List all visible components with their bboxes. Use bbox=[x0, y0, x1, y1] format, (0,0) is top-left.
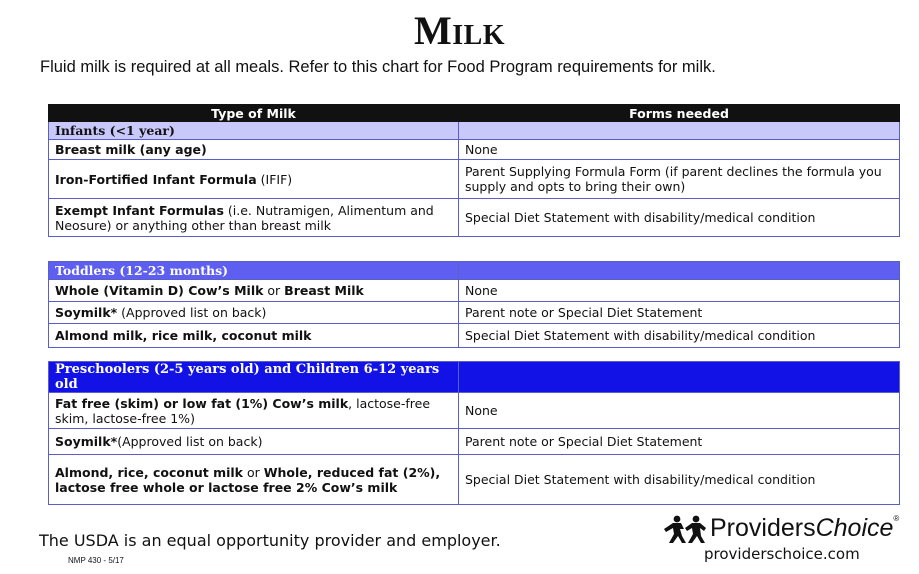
toddlers-table bbox=[48, 261, 900, 348]
milk-type-cell: Whole (Vitamin D) Cow’s Milk or Breast Milk bbox=[49, 280, 459, 302]
section-title: Preschoolers (2-5 years old) and Children 6-12 years old bbox=[49, 362, 459, 393]
milk-type-cell: Soymilk*(Approved list on back) bbox=[49, 429, 459, 455]
form-cell: Parent Supplying Formula Form (if parent declines the formula you supply and opts to bring their own) bbox=[459, 160, 900, 199]
section-toddlers bbox=[49, 262, 900, 280]
table-header-row bbox=[49, 105, 900, 122]
table-row bbox=[49, 455, 900, 505]
table-row bbox=[49, 324, 900, 348]
logo-wordmark: ProvidersChoice® bbox=[710, 514, 900, 542]
section-title: Toddlers (12-23 months) bbox=[49, 262, 459, 280]
form-cell: Special Diet Statement with disability/medical condition bbox=[459, 324, 900, 348]
section-title: Infants (<1 year) bbox=[49, 122, 459, 140]
form-cell: None bbox=[459, 393, 900, 429]
table-row bbox=[49, 280, 900, 302]
section-infants bbox=[49, 122, 900, 140]
form-cell: Parent note or Special Diet Statement bbox=[459, 429, 900, 455]
milk-type-cell: Almond milk, rice milk, coconut milk bbox=[49, 324, 459, 348]
milk-type-cell: Almond, rice, coconut milk or Whole, reduced fat (2%), lactose free whole or lactose free 2% Cow’s milk bbox=[49, 455, 459, 505]
form-cell: Parent note or Special Diet Statement bbox=[459, 302, 900, 324]
table-row bbox=[49, 160, 900, 199]
form-cell: None bbox=[459, 280, 900, 302]
header-type-of-milk: Type of Milk bbox=[49, 105, 459, 122]
table-row bbox=[49, 199, 900, 237]
table-row bbox=[49, 429, 900, 455]
milk-type-cell: Soymilk* (Approved list on back) bbox=[49, 302, 459, 324]
milk-type-cell: Breast milk (any age) bbox=[49, 140, 459, 160]
form-cell: Special Diet Statement with disability/medical condition bbox=[459, 199, 900, 237]
document-code: NMP 430 - 5/17 bbox=[68, 556, 124, 565]
preschoolers-table bbox=[48, 361, 900, 505]
table-row bbox=[49, 302, 900, 324]
section-preschoolers bbox=[49, 362, 900, 393]
logo-url: providerschoice.com bbox=[704, 545, 860, 563]
milk-type-cell: Fat free (skim) or low fat (1%) Cow’s milk, lactose-free skim, lactose-free 1%) bbox=[49, 393, 459, 429]
milk-type-cell: Iron-Fortified Infant Formula (IFIF) bbox=[49, 160, 459, 199]
people-figures-icon bbox=[660, 514, 710, 544]
form-cell: None bbox=[459, 140, 900, 160]
page-title: Milk bbox=[413, 8, 506, 53]
infants-table bbox=[48, 104, 900, 237]
subtitle: Fluid milk is required at all meals. Refer to this chart for Food Program requirements for milk. bbox=[40, 58, 716, 76]
table-row bbox=[49, 140, 900, 160]
form-cell: Special Diet Statement with disability/medical condition bbox=[459, 455, 900, 505]
providers-choice-logo bbox=[660, 512, 910, 548]
header-forms-needed: Forms needed bbox=[459, 105, 900, 122]
usda-statement: The USDA is an equal opportunity provider and employer. bbox=[39, 531, 501, 550]
table-row bbox=[49, 393, 900, 429]
milk-type-cell: Exempt Infant Formulas (i.e. Nutramigen, Alimentum and Neosure) or anything other than breast milk bbox=[49, 199, 459, 237]
